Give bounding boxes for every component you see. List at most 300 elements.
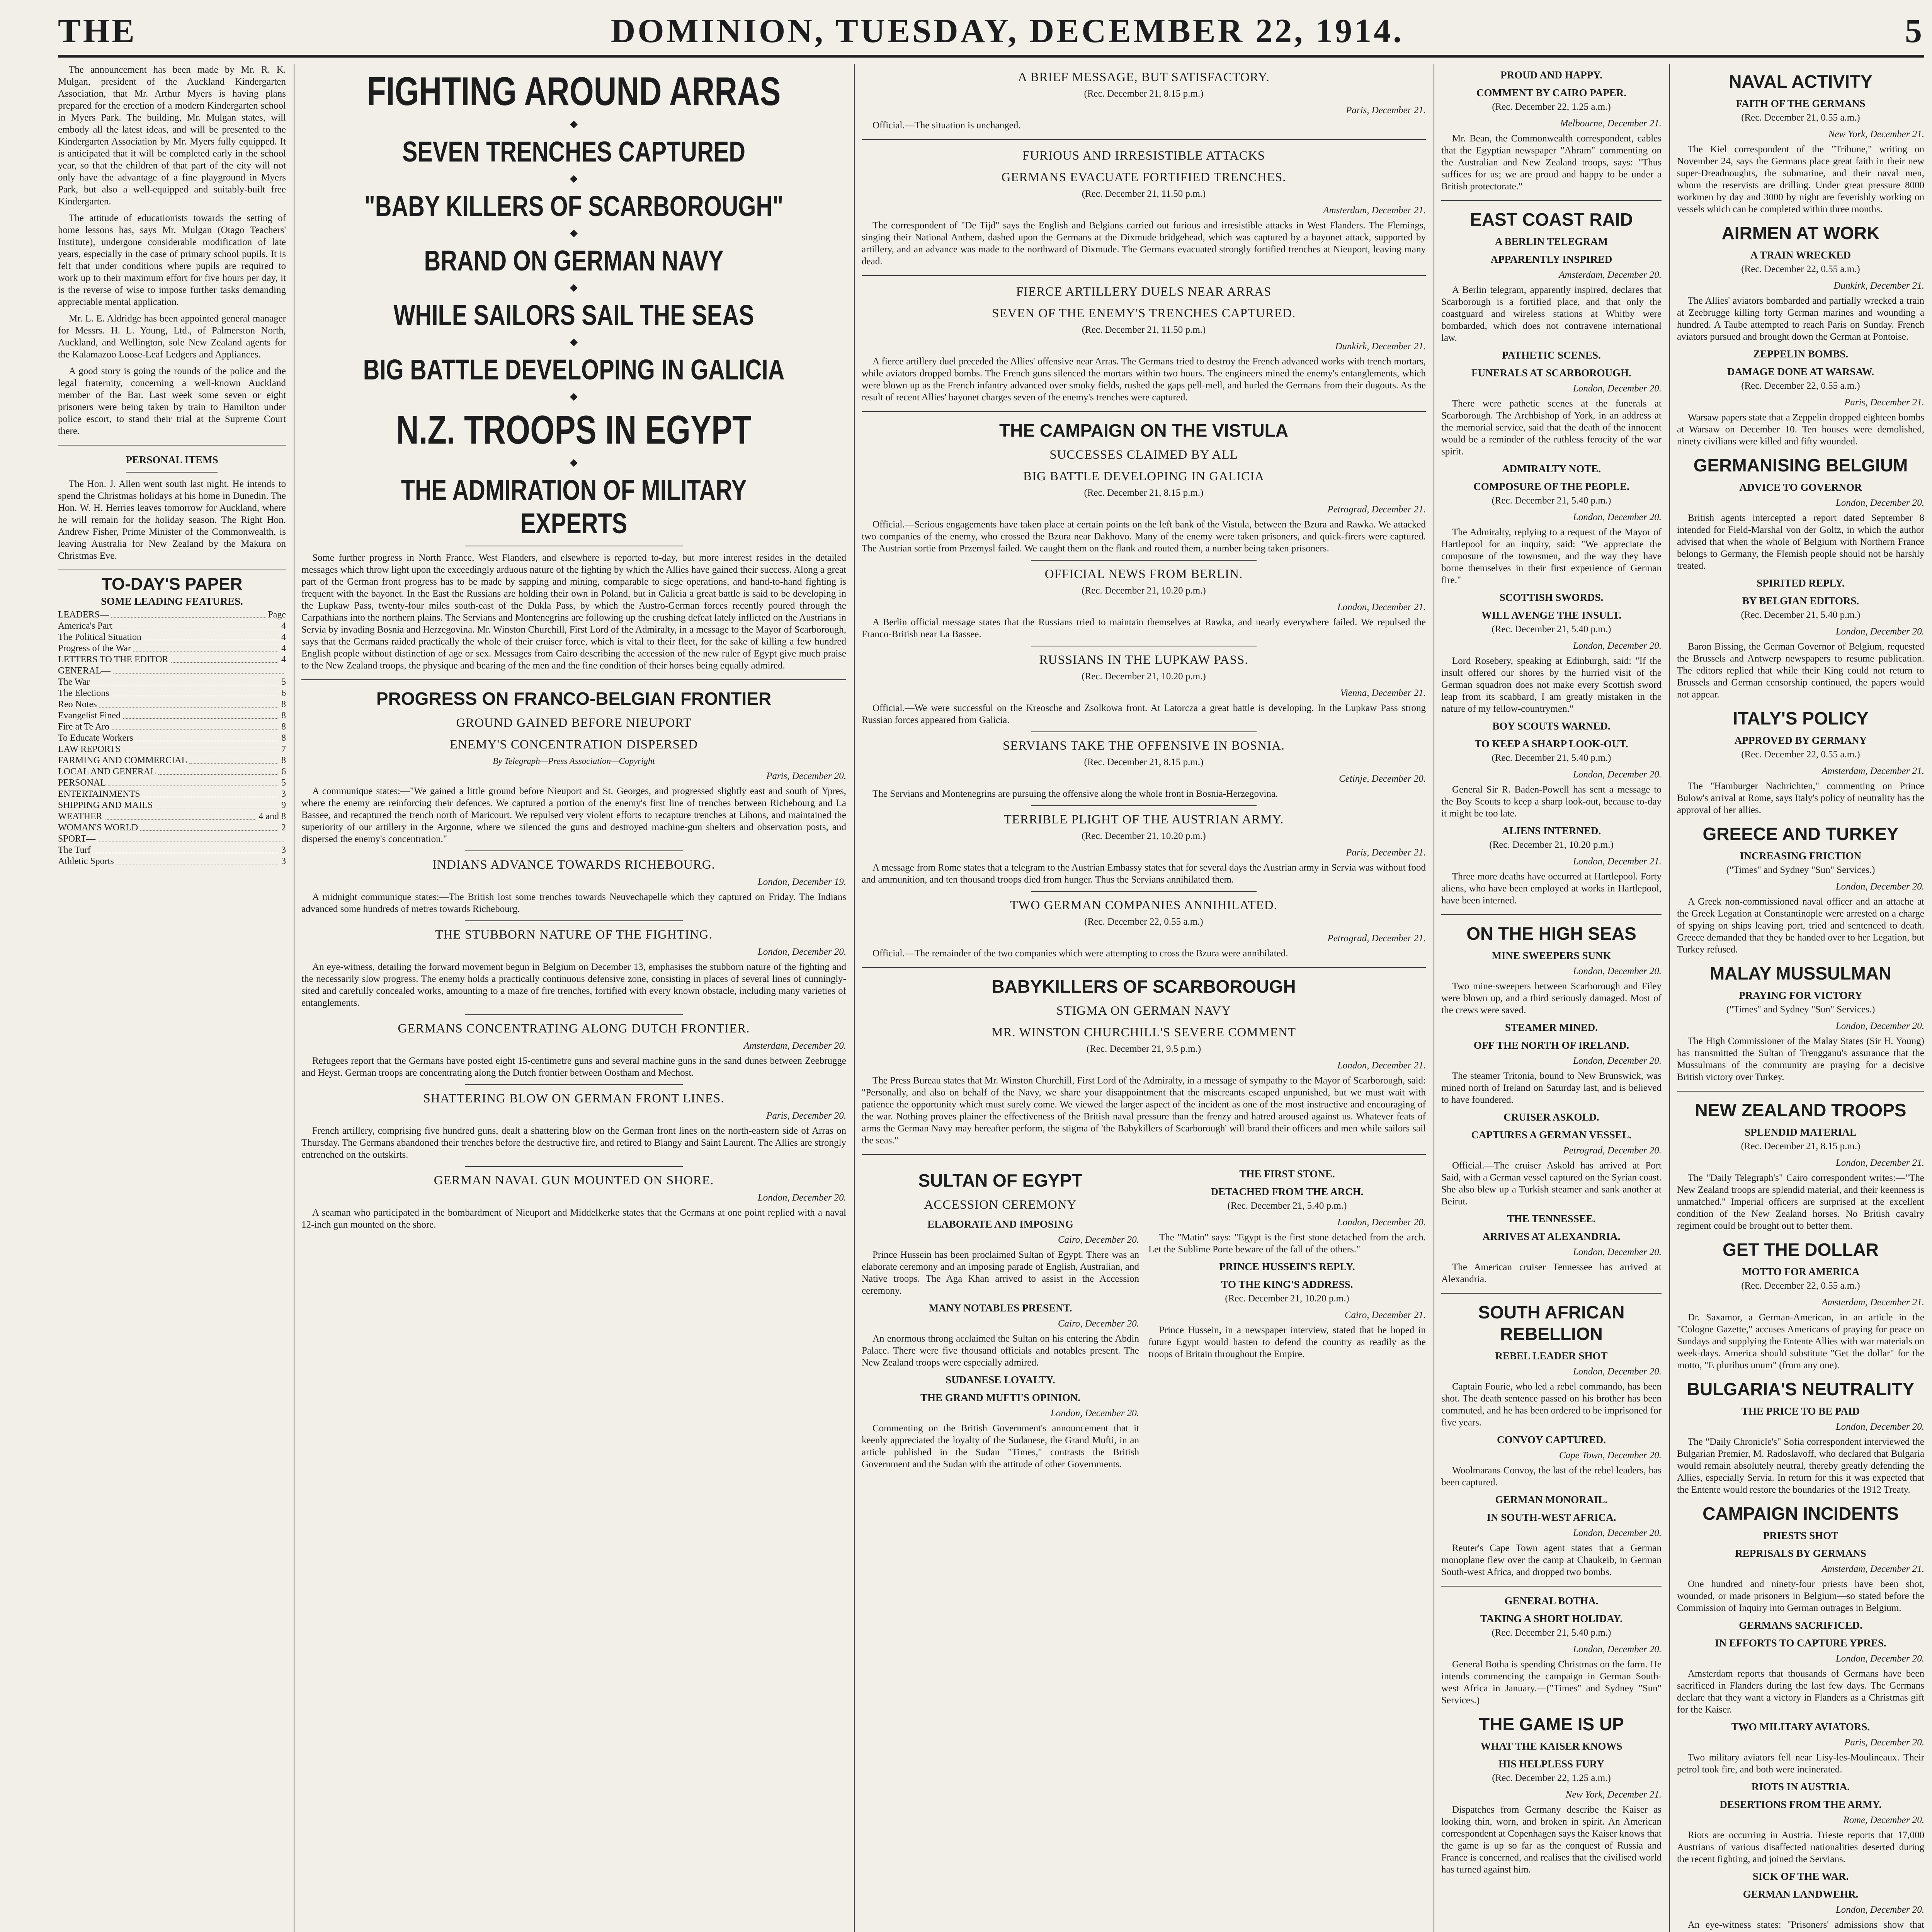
divider [1031,560,1257,561]
contents-leader [115,621,279,629]
subheading-avenge: WILL AVENGE THE INSULT. [1481,609,1622,621]
received-line: (Rec. December 21, 9.5 p.m.) [1086,1044,1201,1054]
dateline: Petrograd, December 21. [1327,504,1426,515]
divider [465,850,683,851]
divider [862,411,1426,412]
contents-item [58,721,286,733]
article-tennessee: The American cruiser Tennessee has arrived at Alexandria. [1441,1262,1662,1284]
todays-paper-heading: TO-DAY'S PAPER [101,575,243,594]
subheading-priests: PRIESTS SHOT [1763,1530,1838,1541]
contents-item [58,643,286,654]
article-germanising: British agents intercepted a report dated September 8 intended for Field-Marshal von der Goltz, in which the author advised that when the whole of Belgium with Northern France belongs to Germany, the Flemish people should not be harshly treated. [1677,513,1924,571]
article-zeppelin: Warsaw papers state that a Zeppelin dropped eighteen bombs at Warsaw on December 10. Ten houses were demolished, ninety civilians were killed and fifty wounded. [1677,412,1924,447]
contents-item-label: Progress of the War [58,643,131,653]
contents-item-page: 3 [281,845,286,855]
article-sick: An eye-witness states: "Prisoners' admissions show that [1688,1920,1924,1930]
dateline: London, December 20. [1573,1644,1662,1655]
dateline: Amsterdam, December 20. [1559,270,1662,280]
received-line: (Rec. December 21, 11.50 p.m.) [1082,189,1206,199]
headline-galicia: BIG BATTLE DEVELOPING IN GALICIA [363,354,785,386]
col3-bottom-split [862,1163,1426,1475]
dateline: Amsterdam, December 20. [743,1041,846,1051]
heading-naval-gun: GERMAN NAVAL GUN MOUNTED ON SHORE. [434,1173,714,1187]
heading-admiralty: ADMIRALTY NOTE. [1502,463,1601,474]
contents-item-label: America's Part [58,621,112,631]
contents-item-page: 4 [281,643,286,653]
article-indians: A midnight communique states:—The British lost some trenches towards Neuvechapelle which they captured on Friday. The Indians advanced some hundreds of metres towards Richebourg. [301,892,846,914]
contents-item [58,800,286,811]
egypt-section [862,1163,1139,1475]
masthead-rule [58,55,1924,58]
heading-brief-message: A BRIEF MESSAGE, BUT SATISFACTORY. [1018,70,1270,84]
heading-sudanese: SUDANESE LOYALTY. [946,1374,1055,1386]
heading-dutch-frontier: GERMANS CONCENTRATING ALONG DUTCH FRONTIER. [398,1022,750,1036]
received-line: (Rec. December 21, 5.40 p.m.) [1741,610,1861,620]
subheading-galicia: BIG BATTLE DEVELOPING IN GALICIA [1023,469,1265,483]
article-bulgaria: The "Daily Chronicle's" Sofia correspondent interviewed the Bulgarian Premier, M. Radoslavoff, who declared that Bulgaria would remain absolutely neutral, thereby greatly defending the Allies, especially Servia. In return for this it was expected that the Entente would restore the boundaries of the 1912 Treaty. [1677,1437,1924,1495]
divider [465,1014,683,1015]
article-naval-gun: A seaman who participated in the bombardment of Nieuport and Middelkerke states that the Germans at one point replied with a naval 12-inch gun mounted on the shore. [301,1208,846,1230]
received-line: (Rec. December 21, 5.40 p.m.) [1492,624,1611,634]
ornament: ◆ [570,391,578,402]
byline: By Telegraph—Press Association—Copyright [493,756,655,766]
subheading-editors: BY BELGIAN EDITORS. [1742,595,1859,607]
contents-item-page: 6 [281,767,286,777]
dateline: Cape Town, December 20. [1559,1450,1662,1461]
contents-item-label: The Turf [58,845,91,855]
heading-greece: GREECE AND TURKEY [1702,824,1899,844]
article-proud: Mr. Bean, the Commonwealth correspondent, cables that the Egyptian newspaper "Ahram" commenting on the Australian and New Zealand troops, says: "Thus suffices for us; we are proud and happy to be under a British protectorate." [1441,133,1662,192]
received-line: (Rec. December 22, 0.55 a.m.) [1741,264,1860,274]
column-2 [301,64,846,1932]
heading-east-coast: EAST COAST RAID [1470,209,1633,230]
article-hussein-reply: Prince Hussein, in a newspaper interview, stated that he hoped in future Egypt would hasten to defend the country as readily as the troops of Britain throughout the Empire. [1148,1325,1426,1359]
column-rule [854,64,855,1932]
article-dollar: Dr. Saxamor, a German-American, in an article in the "Cologne Gazette," accuses Americans of praying for peace on Sundays and supplying the Entente Allies with war materials on week-days. America should substitute "Get the dollar" for the motto, "E pluribus unum" (from any one). [1677,1312,1924,1371]
headline-military-experts: THE ADMIRATION OF MILITARY EXPERTS [401,474,747,539]
subheading-praying: PRAYING FOR VICTORY [1739,990,1862,1001]
dateline: Paris, December 21. [1844,397,1924,408]
contents-item-label: PERSONAL [58,778,106,788]
article-airmen: The Allies' aviators bombarded and partially wrecked a train at Zeebrugge killing forty German marines and wounding a hundred. A Taube attempted to reach Paris on Sunday. French aviators pursued and brought down the German at Pontoise. [1677,296,1924,342]
contents-leader [92,677,279,685]
heading-nz-troops-material: NEW ZEALAND TROOPS [1695,1100,1906,1120]
article-greece: A Greek non-commissioned naval officer and an attache at the Greek Legation at Constantinople were arrested on a charge of spying on ships leaving port, tried and sentenced to death. Greece demanded that they be handed over to her Legation, but Turkey refused. [1677,896,1924,955]
subheading-churchill: MR. WINSTON CHURCHILL'S SEVERE COMMENT [991,1026,1296,1039]
article-bosnia: The Servians and Montenegrins are pursuing the offensive along the whole front in Bosnia-Herzegovina. [872,789,1278,799]
dateline: London, December 20. [1573,383,1662,394]
divider [862,1154,1426,1155]
dateline: Paris, December 20. [766,1111,846,1121]
dateline: London, December 20. [1573,641,1662,651]
heading-plight: TERRIBLE PLIGHT OF THE AUSTRIAN ARMY. [1003,813,1284,827]
contents-leader [93,845,279,853]
received-line: (Rec. December 21, 10.20 p.m.) [1489,840,1614,850]
subheading-cairo-paper: COMMENT BY CAIRO PAPER. [1476,87,1626,99]
subheading-arch: DETACHED FROM THE ARCH. [1211,1186,1364,1197]
heading-tennessee: THE TENNESSEE. [1507,1213,1596,1225]
subheading-fierce: SEVEN OF THE ENEMY'S TRENCHES CAPTURED. [992,306,1296,320]
contents-leader [123,710,279,719]
subheading-kaiser-knows: WHAT THE KAISER KNOWS [1480,1740,1622,1752]
dateline: Amsterdam, December 21. [1821,766,1924,776]
heading-first-stone: THE FIRST STONE. [1239,1168,1335,1180]
heading-malay: MALAY MUSSULMAN [1709,963,1892,983]
column-rule [1669,64,1670,1932]
subheading-price: THE PRICE TO BE PAID [1741,1405,1860,1417]
heading-furious: FURIOUS AND IRRESISTIBLE ATTACKS [1022,149,1265,163]
article-aviators: Two military aviators fell near Lisy-les-Moulineaux. Their petrol took fire, and both were incinerated. [1677,1752,1924,1775]
dateline: London, December 20. [1573,1056,1662,1066]
contents-leader [158,766,279,775]
divider [1031,891,1257,892]
headline-brand-navy: BRAND ON GERMAN NAVY [424,245,724,277]
heading-scouts: BOY SCOUTS WARNED. [1492,720,1611,732]
article-sultan: Prince Hussein has been proclaimed Sultan of Egypt. There was an elaborate ceremony and an imposing parade of English, Australian, and Native troops. The Aga Khan arrived to assist in the Accession ceremony. [862,1250,1139,1296]
subheading-accession: ACCESSION CEREMONY [924,1198,1077,1212]
received-line: (Rec. December 22, 1.25 a.m.) [1492,102,1611,112]
heading-sultan: SULTAN OF EGYPT [918,1170,1083,1190]
subheading-reprisals: REPRISALS BY GERMANS [1735,1548,1866,1559]
subheading-faith: FAITH OF THE GERMANS [1736,98,1866,109]
contents-item-label: LAW REPORTS [58,744,121,754]
subheading-approved: APPROVED BY GERMANY [1734,735,1867,746]
subheading-mufti: THE GRAND MUFTI'S OPINION. [920,1392,1081,1403]
heading-shattering: SHATTERING BLOW ON GERMAN FRONT LINES. [423,1092,724,1105]
byline: ("Times" and Sydney "Sun" Services.) [1726,1004,1875,1015]
contents-item [58,632,286,643]
dateline: Rome, December 20. [1843,1815,1924,1825]
contents-item-page: 8 [281,711,286,721]
subheading-friction: INCREASING FRICTION [1740,850,1862,862]
article-aldridge: Mr. L. E. Aldridge has been appointed general manager for Messrs. H. L. Young, Ltd., of Palmerston North, Auckland, and Wellington, sole New Zealand agents for the Kalamazoo Loose-Leaf Ledgers and Appliances. [58,313,286,360]
article-south-africa: Captain Fourie, who led a rebel commando, has been shot. The death sentence passed on his brother has been commuted, and he has been ordered to be imprisoned for five years. [1441,1381,1662,1428]
contents-item [58,833,286,845]
article-high-seas: Two mine-sweepers between Scarborough and Filey were blown up, and a third seriously damaged. Most of the crews were saved. [1441,981,1662,1015]
dateline: London, December 20. [1835,626,1924,637]
dateline: Cairo, December 20. [1058,1318,1139,1329]
article-sudanese: Commenting on the British Government's announcement that it keenly appreciated the loyalty of the Sudanese, the Grand Mufti, in an article published in the Sudan "Times," contrasts the British Government and the Sudan with the attitude of other Governments. [862,1423,1139,1469]
divider [1441,200,1662,201]
contents-leader [133,643,279,651]
contents-item [58,777,286,789]
dateline: London, December 20. [1573,1247,1662,1257]
ornament: ◆ [570,173,578,184]
contents-leader [105,811,257,820]
dateline: Amsterdam, December 21. [1821,1297,1924,1308]
dateline: Paris, December 21. [1346,105,1426,116]
subheading-splendid: SPLENDID MATERIAL [1745,1126,1857,1138]
article-plight: A message from Rome states that a telegram to the Austrian Embassy states that for several days the Austrian army in Servia was without food and ammunition, and ten thousand troops died from hunger. Thus the Servians annihilated them. [862,862,1426,885]
subheading-governor: ADVICE TO GOVERNOR [1739,481,1862,493]
contents-item [58,733,286,744]
dateline: London, December 19. [757,877,846,887]
article-nz-troops: The "Daily Telegraph's" Cairo correspondent writes:—"The New Zealand troops are splendid material, and their keenness is unmatched." Imperial officers are surprised at the excellent condition of the New Zealand horses. No British cavalry regiment could be brought out to better them. [1677,1173,1924,1231]
contents-item-label: The War [58,677,90,687]
heading-vistula: THE CAMPAIGN ON THE VISTULA [999,420,1288,440]
dateline: Vienna, December 21. [1340,688,1426,698]
heading-proud: PROUD AND HAPPY. [1500,69,1602,81]
masthead-title: DOMINION, TUESDAY, DECEMBER 22, 1914. [611,12,1404,50]
contents-leader [112,721,279,730]
contents-item-label: WEATHER [58,811,102,821]
heading-pathetic: PATHETIC SCENES. [1502,349,1601,361]
divider [1677,1091,1924,1092]
contents-item-label: SPORT— [58,834,96,844]
contents-item-page: 4 [281,655,286,665]
contents-item [58,856,286,867]
subheading-kings-address: TO THE KING'S ADDRESS. [1221,1279,1353,1290]
contents-item-label: The Elections [58,688,109,698]
dateline: London, December 20. [1835,1905,1924,1915]
subheading-successes: SUCCESSES CLAIMED BY ALL [1049,448,1238,462]
article-askold: Official.—The cruiser Askold has arrived at Port Said, with a German vessel captured on the Syrian coast. She also blew up a Turkish steamer and sank another at Beirut. [1441,1160,1662,1207]
dateline: London, December 20. [1835,1422,1924,1432]
contents-item-page: 3 [281,789,286,799]
divider [1441,1586,1662,1587]
dateline: Dunkirk, December 21. [1833,281,1924,291]
article-berlin: A Berlin official message states that the Russians tried to maintain themselves at Rawka, and nearly everywhere failed. We repulsed the Franco-British near La Bassee. [862,617,1426,639]
personal-heading: PERSONAL ITEMS [126,454,218,466]
contents-leader [112,688,279,696]
subheading-landwehr: GERMAN LANDWEHR. [1743,1888,1859,1900]
contents-item-label: ENTERTAINMENTS [58,789,140,799]
column-4 [1441,64,1662,1932]
contents-list [58,609,286,867]
heading-annihilated: TWO GERMAN COMPANIES ANNIHILATED. [1010,898,1277,912]
article-kindergarten: The announcement has been made by Mr. R. K. Mulgan, president of the Auckland Kindergarten Association, that Mr. Arthur Myers is having plans prepared for the erection of a modern Kindergarten school in Myers Park. The building, Mr. Mulgan states, will embody all the latest ideas, and will be presented to the Kindergarten Association by Mr. Myers fully equipped. It is anticipated that it will be completed early in the school year, so that the children of that part of the city will not only have the advantage of a fine playground in Myers Park, but also a well-equipped and suitably-built free Kindergarten. [58,65,286,207]
contents-leader [140,822,279,831]
contents-item-page: 4 [281,632,286,642]
article-notables: An enormous throng acclaimed the Sultan on his entering the Abdin Palace. There were five thousand officials and notables present. The New Zealand troops were especially admired. [862,1333,1139,1368]
article-education: The attitude of educationists towards the setting of home lessons has, says Mr. Mulgan (Otago Teachers' Institute), undergone considerable modification of late years, especially in the case of primary school pupils. It is felt that under conditions where pupils are required to work up to their maximum effort for five hours per day, it is the reverse of wise to impose further tasks demanding appreciable mental application. [58,213,286,307]
contents-item [58,688,286,699]
heading-hussein-reply: PRINCE HUSSEIN'S REPLY. [1219,1261,1355,1272]
contents-item [58,789,286,800]
subheading-train: A TRAIN WRECKED [1750,249,1851,261]
received-line: (Rec. December 21, 8.15 p.m.) [1084,488,1204,498]
subheading-warsaw: DAMAGE DONE AT WARSAW. [1727,366,1874,378]
received-line: (Rec. December 22, 0.55 a.m.) [1084,917,1203,927]
contents-leader [171,654,279,663]
contents-item-label: FARMING AND COMMERCIAL [58,755,187,765]
contents-item [58,699,286,710]
ornament: ◆ [570,227,578,238]
heading-airmen: AIRMEN AT WORK [1721,223,1880,243]
headline-fighting-arras: FIGHTING AROUND ARRAS [367,69,781,114]
heading-notables: MANY NOTABLES PRESENT. [929,1302,1072,1314]
byline: ("Times" and Sydney "Sun" Services.) [1726,865,1875,875]
personal-items: The Hon. J. Allen went south last night. He intends to spend the Christmas holidays at his home in Dunedin. The Hon. W. H. Herries leaves tomorrow for Auckland, where he will remain for the holiday season. The Right Hon. Andrew Fisher, Prime Minister of the Commonwealth, is leaving Australia for New Zealand by the Makura on Christmas Eve. [58,479,286,561]
heading-progress: PROGRESS ON FRANCO-BELGIAN FRONTIER [376,689,772,709]
article-malay: The High Commissioner of the Malay States (Sir H. Young) has transmitted the Sultan of Trengganu's assurance that the Mussulmans of the community are praying for a decisive British victory over Turkey. [1677,1036,1924,1082]
dateline: Paris, December 20. [1844,1737,1924,1748]
heading-stubborn: THE STUBBORN NATURE OF THE FIGHTING. [435,928,713,942]
columns [58,64,1924,1932]
heading-steamer: STEAMER MINED. [1505,1022,1598,1033]
summary-article: Some further progress in North France, West Flanders, and elsewhere is reported to-day, but more interest resides in the detailed messages which throw light upon the exceedingly arduous nature of the fighting by which the Allies have gained their success. Along a great part of the German front progress has to be made by sapping and mining, comparable to siege operations, and hand-to-hand fighting is frequent with the bayonet. In the East the Russians are holding their own in Poland, but in Galicia a great battle is said to be developing in the Lupkaw Pass, twenty-four miles south-east of the Dukla Pass, by which the Austro-German forces recently poured through the Carpathians into the northern plains. The Servians and Montenegrins are following up the crushing defeat lately inflicted on the Austrians in Servia by invading Bosnia and Herzegovina. Mr. Winston Churchill, First Lord of the Admiralty, in a message to the Mayor of Scarborough, says that the Germans raided practically the whole of their cruiser force, which is vital to their fleet, for the sake of killing a few hundred English people without distinction of age or sex. Messages from Cairo describing the accession of the new ruler of Egypt give much praise to the New Zealand troops, the physique and bearing of the men and the fine condition of their horses being equally admired. [301,553,846,671]
contents-item-label: Fire at Te Aro [58,722,110,732]
subheading-ypres: IN EFFORTS TO CAPTURE YPRES. [1715,1637,1886,1649]
divider [1031,805,1257,806]
heading-naval-activity: NAVAL ACTIVITY [1729,71,1872,92]
received-line: (Rec. December 21, 8.15 p.m.) [1741,1141,1861,1151]
received-line: (Rec. December 21, 10.20 p.m.) [1082,671,1206,682]
dateline: London, December 20. [1835,1653,1924,1664]
headline-sailors-sail: WHILE SAILORS SAIL THE SEAS [393,299,754,331]
article-priests: One hundred and ninety-four priests have been shot, wounded, or made prisoners in Belgium—so stated before the Commission of Inquiry into German outrages in Belgium. [1677,1579,1924,1613]
contents-item [58,845,286,856]
contents-item [58,811,286,822]
received-line: (Rec. December 21, 5.40 p.m.) [1492,1628,1611,1638]
received-line: (Rec. December 21, 10.20 p.m.) [1082,585,1206,596]
egypt-section-continued [1148,1163,1426,1475]
divider [465,1084,683,1085]
column-1 [58,64,286,1932]
contents-leader [189,755,279,764]
received-line: (Rec. December 21, 11.50 p.m.) [1082,325,1206,335]
dateline: London, December 20. [1835,1021,1924,1031]
dateline: Cetinje, December 20. [1339,774,1426,784]
contents-item [58,621,286,632]
dateline: Dunkirk, December 21. [1335,341,1426,352]
contents-item-label: Athletic Sports [58,856,114,866]
subheading-sw-africa: IN SOUTH-WEST AFRICA. [1486,1512,1616,1523]
heading-dollar: GET THE DOLLAR [1723,1240,1879,1260]
received-line: (Rec. December 21, 8.15 p.m.) [1084,88,1204,99]
heading-berlin: OFFICIAL NEWS FROM BERLIN. [1044,567,1243,581]
heading-sick: SICK OF THE WAR. [1752,1871,1849,1882]
contents-leader [108,777,279,786]
article-sacrificed: Amsterdam reports that thousands of Germans have been sacrificed in Flanders during the last few days. The Germans declare that they want a victory in Flanders as a Christmas gift for the Kaiser. [1677,1668,1924,1715]
article-stubborn: An eye-witness, detailing the forward movement begun in Belgium on December 13, emphasises the stubborn nature of the fighting and the necessarily slow progress. The enemy holds a practically continuous defensive zone, consisting in places of several lines of cunningly-sited and carefully concealed works, amounting to a maze of fire trenches, fortified with every known obstacle, including many varieties of entanglements. [301,962,846,1008]
heading-babykillers: BABYKILLERS OF SCARBOROUGH [992,976,1296,997]
masthead-left: THE [58,12,137,50]
contents-item [58,822,286,833]
ornament: ◆ [570,118,578,129]
heading-aliens: ALIENS INTERNED. [1502,825,1601,837]
masthead [58,8,1924,54]
subheading-lookout: TO KEEP A SHARP LOOK-OUT. [1475,738,1628,750]
article-vistula: Official.—Serious engagements have taken place at certain points on the left bank of the Vistula, between the Bzura and Rawka. We attacked two companies of the enemy, who crossed the Bzura near Dakhovo. Many of the enemy were taken prisoners, and quick-firers were captured. The Austrian sortie from Przemysl failed. We caught them on the flank and routed them, a number being taken prisoners. [862,519,1426,554]
heading-campaign-incidents: CAMPAIGN INCIDENTS [1702,1503,1899,1524]
article-convoy: Woolmarans Convoy, the last of the rebel leaders, has been captured. [1441,1465,1662,1488]
heading-game-up: THE GAME IS UP [1479,1714,1624,1734]
subheading-nieuport: GROUND GAINED BEFORE NIEUPORT [456,716,692,730]
page-number: 5 [1905,12,1924,50]
heading-fierce-artillery: FIERCE ARTILLERY DUELS NEAR ARRAS [1016,285,1272,299]
dateline: London, December 21. [1573,856,1662,867]
contents-leader [111,609,265,618]
article-brief: Official.—The situation is unchanged. [872,120,1021,131]
contents-leader [136,733,279,741]
article-game-up: Dispatches from Germany describe the Kaiser as looking thin, worn, and broken in spirit. An American correspondent at Copenhagen says the Kaiser knows that the game is up so far as the conquest of Russia and France is concerned, and realises that the civilised world has turned against him. [1441,1804,1662,1875]
contents-item [58,609,286,621]
article-fierce: A fierce artillery duel preceded the Allies' offensive near Arras. The Germans tried to destroy the French advanced works with trench mortars, while aviators dropped bombs. The French guns silenced the mortars within two hours. The engineers mined the enemy's entanglements, which were blown up as the French infantry advanced over smoky fields, rushed the gaps pell-mell, and hurled the Germans from their dugouts. As the result of recent Allies' bayonet charges seven of the enemy's trenches were captured. [862,356,1426,403]
contents-leader [99,699,279,707]
article-furious: The correspondent of "De Tijd" says the English and Belgians carried out furious and irresistible attacks in West Flanders. The Flemings, singing their National Anthem, dashed upon the Germans at the Dixmude bridgehead, which was captured by a bayonet attack, supported by artillery, and an advance was made to the northward of Dixmude. The Germans evacuated strongly fortified trenches at Nieuport, leaving many dead. [862,220,1426,267]
contents-item-page: Page [268,610,286,620]
contents-item-page: 8 [281,699,286,709]
subheading-helpless-fury: HIS HELPLESS FURY [1498,1758,1604,1770]
dateline: London, December 21. [1337,1060,1426,1071]
article-steamer: The steamer Tritonia, bound to New Brunswick, was mined north of Ireland on Saturday last, and is believed to have foundered. [1441,1071,1662,1105]
article-lupkaw: Official.—We were successful on the Kreosche and Zsolkowa front. At Latorcza a great battle is developing. In the Lupkaw Pass strong Russian forces appeared from Galicia. [862,703,1426,725]
contents-item-page: 2 [281,823,286,833]
article-naval-activity: The Kiel correspondent of the "Tribune," writing on November 24, says the Germans place great faith in their new super-Dreadnoughts, the submarine, and their naval men, whom the reservists are drilling. Under great pressure 8000 workmen by day and 3000 by night are feverishly working on vessels which can be completed within three months. [1677,144,1924,214]
subheading-holiday: TAKING A SHORT HOLIDAY. [1480,1613,1623,1624]
heading-lupkaw: RUSSIANS IN THE LUPKAW PASS. [1039,653,1248,667]
contents-item-page: 8 [281,722,286,732]
divider [126,472,218,473]
subheading-funerals: FUNERALS AT SCARBOROUGH. [1471,367,1631,379]
contents-item-page: 5 [281,778,286,788]
heading-askold: CRUISER ASKOLD. [1503,1111,1599,1123]
heading-indians: INDIANS ADVANCE TOWARDS RICHEBOURG. [432,858,715,872]
dateline: London, December 20. [1573,512,1662,522]
ornament: ◆ [570,457,578,468]
article-aliens: Three more deaths have occurred at Hartlepool. Forty aliens, who have been employed at works in Hartlepool, have been interned. [1441,871,1662,906]
subheading-ireland: OFF THE NORTH OF IRELAND. [1473,1039,1629,1051]
received-line: (Rec. December 21, 8.15 p.m.) [1084,757,1204,767]
contents-item-page: 5 [281,677,286,687]
contents-leader [123,744,279,752]
subheading-inspired: APPARENTLY INSPIRED [1490,253,1612,265]
dateline: New York, December 21. [1828,129,1924,139]
contents-item-label: SHIPPING AND MAILS [58,800,153,810]
article-scouts: General Sir R. Baden-Powell has sent a message to the Boy Scouts to keep a sharp look-out, because to-day it might be too late. [1441,784,1662,819]
contents-item [58,744,286,755]
article-dutch-frontier: Refugees report that the Germans have posted eight 15-centimetre guns and several machine guns in the sand dunes between Zeebrugge and Heyst. German troops are concentrating along the Dutch frontier between Oostham and Mechost. [301,1056,846,1078]
article-progress: A communique states:—"We gained a little ground before Nieuport and St. Georges, and progressed slightly east and south of Ypres, where the enemy are reinforcing their defences. We captured a portion of the enemy's first line of trenches between Richebourg and La Bassee, and recaptured the trench north of Maricourt. We repulsed very violent efforts to recapture trenches at Lihons, and maintained the superiority of our artillery in the Argonne, where we silenced the guns and destroyed machine-gun shelters and observation posts, and dispersed the enemy's concentration." [301,786,846,844]
received-line: (Rec. December 22, 0.55 a.m.) [1741,1281,1860,1291]
dateline: London, December 21. [1835,1158,1924,1168]
contents-leader [116,856,279,864]
article-annihilated: Official.—The remainder of the two companies which were attempting to cross the Bzura were annihilated. [872,948,1288,959]
heading-germanising: GERMANISING BELGIUM [1693,455,1908,475]
subheading-alexandria: ARRIVES AT ALEXANDRIA. [1482,1231,1621,1242]
dateline: London, December 20. [1573,966,1662,976]
contents-item-label: LETTERS TO THE EDITOR [58,655,168,665]
subheading-vessel: CAPTURES A GERMAN VESSEL. [1471,1129,1632,1141]
article-shattering: French artillery, comprising five hundred guns, dealt a shattering blow on the German front lines on the north-eastern side of Arras on Thursday. The Germans abandoned their trenches before the destructive fire, and retired to Blangy and Saint Laurent. The Allies are strongly entrenched on the outskirts. [301,1126,846,1160]
dateline: Paris, December 20. [766,771,846,781]
headline-nz-troops: N.Z. TROOPS IN EGYPT [396,408,752,452]
heading-zeppelin: ZEPPELIN BOMBS. [1753,348,1849,360]
dateline: Paris, December 21. [1346,847,1426,858]
contents-item-page: 4 [281,621,286,631]
contents-leader [155,800,279,808]
divider [58,445,286,446]
divider [301,679,846,680]
heading-aviators: TWO MILITARY AVIATORS. [1731,1721,1870,1733]
received-line: (Rec. December 22, 0.55 a.m.) [1741,749,1860,760]
heading-monorail: GERMAN MONORAIL. [1495,1494,1608,1505]
article-east-coast: A Berlin telegram, apparently inspired, declares that Scarborough is a fortified place, and that only the coastguard and wireless stations at Whitby were bombarded, which does not contravene international law. [1441,285,1662,343]
dateline: London, December 20. [1050,1408,1139,1418]
dateline: London, December 21. [1337,602,1426,612]
dateline: London, December 20. [1573,769,1662,780]
heading-sacrificed: GERMANS SACRIFICED. [1739,1619,1862,1631]
dateline: Cairo, December 21. [1344,1310,1426,1320]
contents-item-page: 9 [281,800,286,810]
contents-item-page: 8 [281,755,286,765]
contents-item [58,710,286,721]
headline-seven-trenches: SEVEN TRENCHES CAPTURED [402,136,746,168]
contents-item-page: 4 and 8 [259,811,286,821]
divider [1441,1293,1662,1294]
contents-leader [113,665,284,674]
